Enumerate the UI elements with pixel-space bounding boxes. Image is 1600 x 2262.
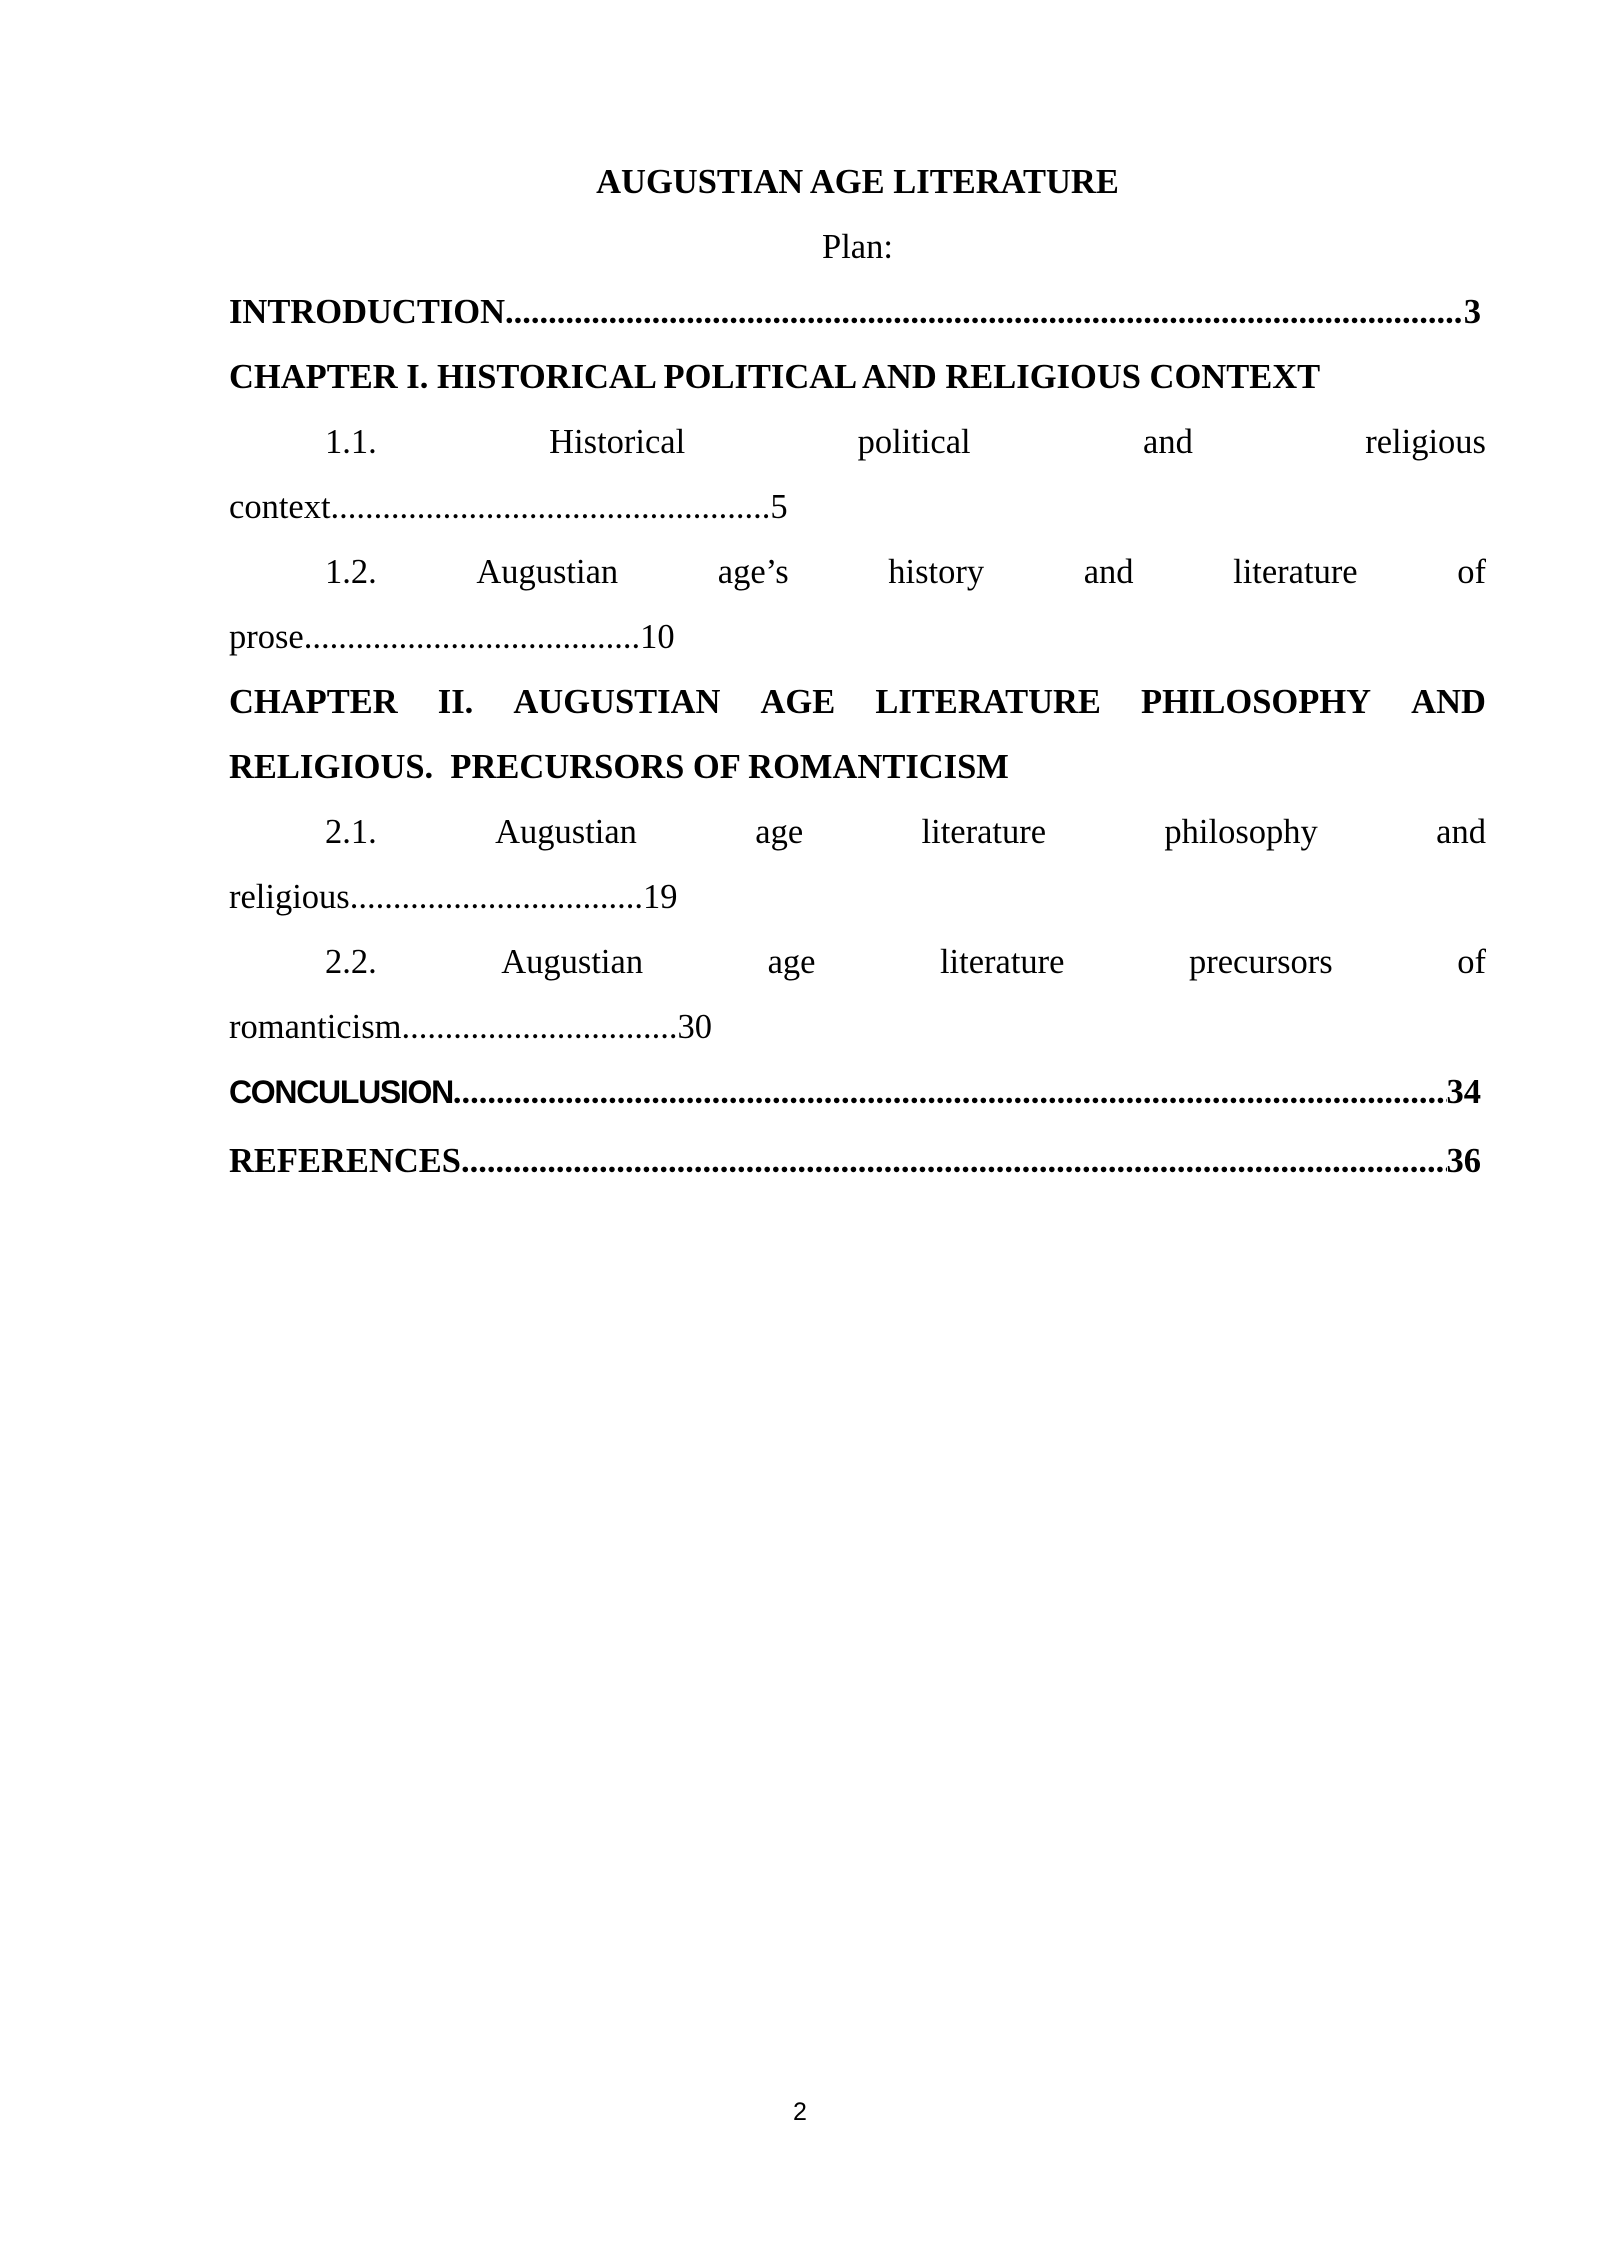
toc-word: AGE: [760, 683, 836, 721]
toc-word: Augustian: [495, 813, 637, 851]
document-title: AUGUSTIAN AGE LITERATURE: [596, 163, 1119, 201]
toc-word: Historical: [549, 423, 686, 461]
toc-word: 2.2.: [325, 943, 377, 981]
toc-section-1-2-line2[interactable]: prose.......................................10: [229, 618, 675, 656]
toc-word: 2.1.: [325, 813, 377, 851]
toc-section-1-2-line1[interactable]: [229, 540, 1486, 605]
toc-chapter-2-heading-line2[interactable]: RELIGIOUS. PRECURSORS OF ROMANTICISM: [229, 748, 1009, 786]
toc-word: history: [888, 553, 985, 591]
toc-word: political: [857, 423, 971, 461]
toc-word: and: [1143, 423, 1193, 461]
toc-label: CONCULUSION: [229, 1074, 453, 1110]
toc-word: LITERATURE: [875, 683, 1101, 721]
toc-word: Augustian: [476, 553, 619, 591]
toc-label: INTRODUCTION: [229, 293, 506, 331]
toc-section-1-1-line2[interactable]: context...................................................5: [229, 488, 788, 526]
toc-word: literature: [921, 813, 1047, 851]
dot-leader: [461, 1129, 1447, 1194]
toc-word: philosophy: [1164, 813, 1318, 851]
toc-word: Augustian: [501, 943, 644, 981]
toc-word: 1.2.: [325, 553, 377, 591]
toc-word: age: [767, 943, 816, 981]
toc-word: age’s: [717, 553, 789, 591]
toc-section-2-2-line2[interactable]: romanticism................................30: [229, 1008, 712, 1046]
table-of-contents: [229, 150, 1486, 1194]
toc-label: REFERENCES: [229, 1142, 461, 1180]
toc-entry-introduction[interactable]: [229, 280, 1481, 345]
toc-page-number: 3: [1463, 293, 1481, 331]
toc-word: precursors: [1188, 943, 1333, 981]
page-number: 2: [793, 2098, 807, 2126]
toc-word: AND: [1411, 683, 1486, 721]
toc-word: and: [1083, 553, 1134, 591]
toc-word: PHILOSOPHY: [1141, 683, 1372, 721]
dot-leader: [453, 1060, 1447, 1125]
toc-page-number: 34: [1446, 1073, 1481, 1111]
toc-word: of: [1457, 553, 1486, 591]
toc-word: literature: [939, 943, 1065, 981]
toc-page-number: 36: [1446, 1142, 1481, 1180]
toc-section-2-1-line1[interactable]: [229, 800, 1486, 865]
toc-section-2-1-line2[interactable]: religious..................................19: [229, 878, 678, 916]
toc-section-1-1-line1[interactable]: [229, 410, 1486, 475]
toc-word: and: [1436, 813, 1486, 851]
toc-word: 1.1.: [325, 423, 377, 461]
plan-subtitle: Plan:: [822, 228, 893, 266]
toc-section-2-2-line1[interactable]: [229, 930, 1486, 995]
toc-word: AUGUSTIAN: [513, 683, 721, 721]
toc-chapter-1-heading[interactable]: CHAPTER I. HISTORICAL POLITICAL AND RELIGIOUS CONTEXT: [229, 358, 1321, 396]
toc-word: CHAPTER: [229, 683, 398, 721]
toc-word: II.: [437, 683, 474, 721]
dot-leader: [505, 280, 1464, 345]
toc-word: of: [1457, 943, 1486, 981]
toc-entry-references[interactable]: [229, 1129, 1481, 1194]
toc-word: religious: [1365, 423, 1486, 461]
toc-chapter-2-heading-line1[interactable]: [229, 670, 1486, 735]
toc-word: age: [755, 813, 804, 851]
toc-word: literature: [1233, 553, 1358, 591]
toc-entry-conclusion[interactable]: [229, 1060, 1481, 1125]
